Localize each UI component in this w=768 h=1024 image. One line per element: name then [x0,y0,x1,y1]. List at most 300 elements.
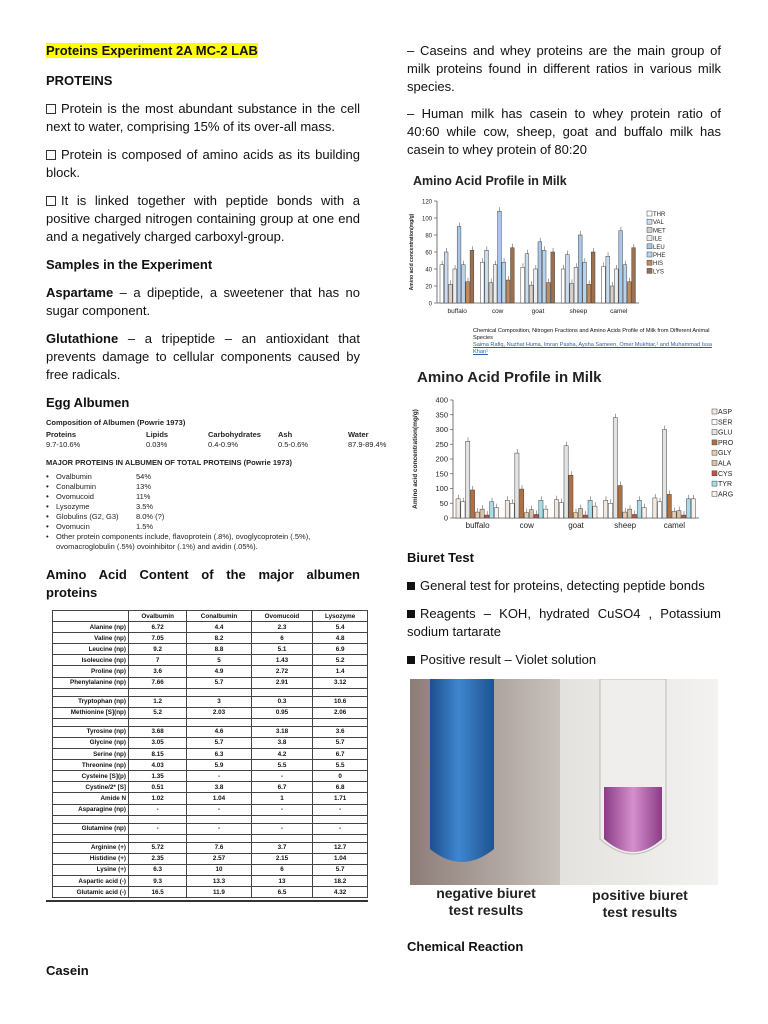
legend-swatch [712,471,717,476]
table-cell: 6.72 [129,622,187,633]
table-row [53,782,368,793]
legend-swatch [647,219,652,224]
bar-val [485,250,489,303]
table-cell: 8.2 [187,633,251,644]
bar-ile [493,265,497,303]
table-row [53,622,368,633]
table-cell: - [129,823,187,834]
table-cell: Serine (np) [53,749,129,760]
bar-ser [658,502,662,518]
legend-label: VAL [653,220,664,227]
legend-label: LYS [653,269,664,276]
chart-title: Amino Acid Profile in Milk [413,174,567,188]
checkbox-bullet-icon [46,104,56,114]
table-cell: - [129,804,187,815]
y-tick-label: 0 [443,513,448,523]
bar-val [566,255,570,303]
table-cell: Cystine/2* [S] [53,782,129,793]
table-cell [53,718,129,726]
bar-ser [608,503,612,518]
table-cell: - [187,771,251,782]
legend-swatch [712,419,717,424]
amino-acid-heading: Amino Acid Content of the major albumen proteins [46,567,360,600]
table-cell: 11.9 [187,887,251,898]
table-cell: 5.5 [313,760,368,771]
table-cell: 4.6 [187,726,251,737]
bar-gly [623,512,627,518]
list-item: • Ovomucoid 11% [46,492,151,501]
bar-ala [578,509,582,518]
bar-lys [632,248,636,303]
composition-header: Ash [278,430,293,439]
table-cell [251,718,313,726]
left-column [46,42,387,902]
table-cell: 5.2 [313,655,368,666]
albumen-composition-figure: Composition of Albumen (Powrie 1973) Proteins Lipids Carbohydrates Ash Water 9.7-10.6% 0.03% 0.4-0.9% 0.5-0.6% 87.9-89.4% MAJOR PROTEINS IN ALBUMEN OF TOTAL PROTEINS (Powrie 1973) • Ovalbumin 54% • Conalbumin 13% • Ovomucoid 11% • Lysozyme 3.5% • Globulins (G2, G3) 8.0% (?) • Ovomucin 1.5% • Other protein components include, flavoprotein (.8%), ovoglycoprotein (.5%), ovomacroglobulin (.5%) ovoinhibitor (.1%) and avidin (.05%). [46,418,360,552]
table-row [53,677,368,688]
table-cell: Leucine (np) [53,644,129,655]
legend-swatch [712,450,717,455]
biuret-test-photo [410,679,718,920]
composition-value: 0.5-0.6% [278,440,309,449]
table-row [53,633,368,644]
composition-header: Proteins [46,430,77,439]
bar-pro [470,490,474,518]
bar-glu [515,453,519,518]
egg-albumen-heading: Egg Albumen [46,395,130,410]
table-cell: 2.06 [313,707,368,718]
table-cell [313,718,368,726]
table-cell: 3 [187,696,251,707]
table-cell: 6.3 [129,864,187,875]
table-cell: - [187,804,251,815]
y-tick-label: 0 [428,301,432,308]
table-cell: - [251,823,313,834]
x-tick-label: cow [491,308,504,315]
table-cell: 6.8 [313,782,368,793]
table-cell: Valine (np) [53,633,129,644]
y-tick-label: 400 [435,395,448,405]
composition-header: Lipids [146,430,169,439]
bar-his [547,283,551,303]
table-cell: 10.6 [313,696,368,707]
table-row [53,760,368,771]
section-heading-proteins: PROTEINS [46,73,113,88]
major-proteins-list [46,472,360,532]
table-cell: 9.3 [129,875,187,886]
y-tick-label: 20 [425,284,432,291]
bar-thr [480,262,484,303]
bar-his [627,282,631,303]
legend-swatch [647,244,652,249]
y-tick-label: 50 [439,498,448,508]
table-cell: Aspartic acid (-) [53,875,129,886]
table-cell [313,815,368,823]
y-tick-label: 40 [425,267,432,274]
legend-swatch [647,227,652,232]
bar-phe [502,262,506,303]
table-header-cell: Ovalbumin [129,611,187,622]
bar-leu [457,227,461,304]
y-axis-label: Amino acid concentration(mg/g) [409,213,415,291]
bar-asp [505,500,509,518]
x-tick-label: buffalo [447,308,467,315]
table-cell: 5.1 [251,644,313,655]
bar-pro [569,475,573,518]
y-tick-label: 350 [435,410,448,420]
legend-label: ILE [653,236,663,243]
table-cell: Proline (np) [53,666,129,677]
table-row [53,655,368,666]
table-cell: Lysine (+) [53,864,129,875]
table-cell: Glutamine (np) [53,823,129,834]
bar-ile [453,269,457,303]
table-cell: 2.57 [187,853,251,864]
milk-chart-1 [407,171,721,336]
composition-value: 87.9-89.4% [348,440,387,449]
bar-thr [602,266,606,303]
table-header-cell: Ovomucoid [251,611,313,622]
legend-label: GLY [718,450,732,458]
x-tick-label: goat [531,308,545,315]
table-row [53,804,368,815]
table-cell: 3.8 [251,737,313,748]
table-cell: 3.12 [313,677,368,688]
bar-ile [615,269,619,303]
divider [46,900,368,902]
table-row [53,815,368,823]
x-tick-label: camel [610,308,628,315]
samples-heading: Samples in the Experiment [46,257,213,272]
legend-swatch [647,236,652,241]
bar-thr [561,269,565,303]
legend-swatch [712,461,717,466]
table-cell [187,718,251,726]
table-cell: 5.7 [313,864,368,875]
other-components-note: • Other protein components include, flavoprotein (.8%), ovoglycoprotein (.5%), ovomacroglobulin (.5%) ovoinhibitor (.1%) and avidin (.05%). [46,532,311,551]
legend-swatch [712,430,717,435]
chart-caption: Chemical Composition, Nitrogen Fractions and Amino Acids Profile of Milk from Different Animal Species Saima Rafiq, Nuzhat Huma, Imran Pasha, Aysha Sameen, Omer Mukhtar,¹ and Muhammad Issa Khan¹ [473,328,712,355]
x-tick-label: camel [663,521,686,530]
table-cell: 1.35 [129,771,187,782]
bar-lys [470,250,474,303]
table-cell: Tryptophan (np) [53,696,129,707]
legend-swatch [712,481,717,486]
legend-swatch [647,260,652,265]
table-cell: 7 [129,655,187,666]
bar-leu [538,242,542,303]
bar-leu [619,231,623,303]
milk-paragraph-2: – Human milk has casein to whey protein ratio of 40:60 while cow, sheep, goat and buffalo milk has casein to whey protein of 80:20 [407,106,721,157]
bullet-item: Protein is the most abundant substance in the cell next to water, comprising 15% of its over-all mass. [46,101,360,134]
bar-val [525,254,529,303]
table-cell: 13 [251,875,313,886]
bar-tyr [637,500,641,518]
table-cell: 4.8 [313,633,368,644]
table-header-row [53,611,368,622]
bar-cys [583,515,587,518]
legend-label: CYS [718,470,733,478]
table-cell [129,718,187,726]
table-cell: 1 [251,793,313,804]
milk-chart-1-svg [407,171,759,331]
table-cell: 3.6 [313,726,368,737]
table-cell: 1.43 [251,655,313,666]
table-cell [187,834,251,842]
bar-ser [510,503,514,518]
table-cell [251,834,313,842]
table-cell: Glycine (np) [53,737,129,748]
table-cell: 6.7 [313,749,368,760]
table-cell: 4.4 [187,622,251,633]
bar-lys [591,252,595,303]
table-cell: 13.3 [187,875,251,886]
y-tick-label: 120 [421,199,432,206]
table-cell: 5.9 [187,760,251,771]
table-cell: 7.6 [187,842,251,853]
table-cell: - [251,804,313,815]
table-row [53,864,368,875]
bar-his [466,282,470,303]
legend-label: ARG [718,491,734,499]
table-header-cell: Conalbumin [187,611,251,622]
x-tick-label: sheep [614,521,637,530]
bar-arg [593,506,597,518]
composition-value: 0.03% [146,440,168,449]
table-cell: 0.3 [251,696,313,707]
table-cell [53,834,129,842]
table-cell: 6.3 [187,749,251,760]
bar-arg [642,508,646,518]
bar-ala [480,509,484,518]
bar-leu [498,211,502,303]
list-item: • Globulins (G2, G3) 8.0% (?) [46,512,165,521]
table-cell: Cysteine [S](p) [53,771,129,782]
table-cell: - [313,823,368,834]
list-item: • Ovomucin 1.5% [46,522,154,531]
bar-lys [511,248,515,303]
document-title: Proteins Experiment 2A MC-2 LAB [46,43,258,58]
table-cell: - [187,823,251,834]
bar-gly [524,513,528,518]
bar-met [449,284,453,303]
bar-thr [440,265,444,303]
table-cell: 2.15 [251,853,313,864]
table-cell: 5.7 [313,737,368,748]
bar-tyr [686,499,690,518]
bar-tyr [490,502,494,518]
amino-acid-table [52,610,368,898]
table-cell: 1.2 [129,696,187,707]
table-cell: 10 [187,864,251,875]
table-cell: 2.35 [129,853,187,864]
bar-cys [682,515,686,518]
legend-label: THR [653,212,666,218]
table-cell: Threonine (np) [53,760,129,771]
table-row [53,688,368,696]
table-cell: Tyrosine (np) [53,726,129,737]
bar-ile [574,267,578,303]
table-cell: 4.03 [129,760,187,771]
bar-asp [456,499,460,518]
bar-met [570,283,574,303]
table-header-cell [53,611,129,622]
table-cell: 5.5 [251,760,313,771]
table-cell: 1.4 [313,666,368,677]
table-cell: 1.04 [313,853,368,864]
table-cell: 3.8 [187,782,251,793]
legend-label: MET [653,228,666,235]
bar-tyr [588,500,592,518]
bar-phe [583,262,587,303]
table-cell: Glutamic acid (-) [53,887,129,898]
table-cell: Histidine (+) [53,853,129,864]
table-cell: 1.02 [129,793,187,804]
table-cell: Amide N [53,793,129,804]
table-cell: Isoleucine (np) [53,655,129,666]
bar-asp [604,500,608,518]
table-cell [251,688,313,696]
table-row [53,749,368,760]
bar-val [606,256,610,303]
list-item: • Ovalbumin 54% [46,472,152,481]
table-cell: 2.72 [251,666,313,677]
y-tick-label: 80 [425,233,432,240]
bar-phe [623,265,627,303]
table-cell: Phenylalanine (np) [53,677,129,688]
bar-arg [691,499,695,518]
table-cell: 5 [187,655,251,666]
legend-swatch [712,409,717,414]
table-cell: Alanine (np) [53,622,129,633]
table-cell [129,834,187,842]
bar-leu [578,235,582,303]
table-cell: 3.05 [129,737,187,748]
square-bullet-icon [407,656,415,664]
bar-asp [653,498,657,518]
legend-label: ALA [718,460,732,468]
x-tick-label: sheep [569,308,588,315]
table-row [53,666,368,677]
biuret-point: Positive result – Violet solution [407,651,721,669]
legend-swatch [647,211,652,216]
table-cell: 6.5 [251,887,313,898]
bar-asp [554,500,558,518]
table-cell: 0 [313,771,368,782]
table-cell: 3.7 [251,842,313,853]
table-cell: 12.7 [313,842,368,853]
bar-pro [618,486,622,518]
legend-label: GLU [718,429,733,437]
table-cell: Methionine [S](np) [53,707,129,718]
table-cell [313,688,368,696]
bar-gly [672,512,676,518]
table-cell: 18.2 [313,875,368,886]
table-row [53,887,368,898]
bar-met [610,286,614,303]
bar-ser [461,502,465,518]
casein-heading: Casein [46,963,89,978]
square-bullet-icon [407,582,415,590]
table-row [53,644,368,655]
list-item: • Conalbumin 13% [46,482,152,491]
positive-result-label: positive biuret test results [592,887,688,920]
table-cell: 8.8 [187,644,251,655]
composition-value: 9.7-10.6% [46,440,81,449]
bar-pro [667,494,671,518]
milk-chart-2 [407,366,734,539]
legend-swatch [647,268,652,273]
y-tick-label: 200 [435,454,448,464]
bar-glu [613,418,617,518]
legend-swatch [712,491,717,496]
biuret-point: General test for proteins, detecting peptide bonds [407,577,721,595]
list-item: • Lysozyme 3.5% [46,502,154,511]
y-tick-label: 100 [435,484,448,493]
bar-glu [662,430,666,519]
bar-thr [521,267,525,303]
bar-ala [628,509,632,518]
table-cell: 2.3 [251,622,313,633]
table-cell: 16.5 [129,887,187,898]
bar-lys [551,252,555,303]
bar-cys [534,514,538,518]
composition-value: 0.4-0.9% [208,440,239,449]
bar-arg [544,509,548,518]
bar-met [529,285,533,303]
table-cell [251,815,313,823]
right-column [407,42,734,920]
bar-ser [559,503,563,518]
bar-ile [534,269,538,303]
y-tick-label: 60 [425,250,432,257]
table-cell [129,688,187,696]
bar-glu [564,446,568,518]
table-cell: 0.51 [129,782,187,793]
table-row [53,696,368,707]
x-tick-label: goat [568,521,584,530]
milk-chart-2-svg [407,366,747,534]
table-cell: Arginine (+) [53,842,129,853]
bar-ala [677,511,681,518]
biuret-heading: Biuret Test [407,550,474,565]
x-tick-label: cow [519,521,534,530]
table-cell: 2.91 [251,677,313,688]
table-cell: 7.66 [129,677,187,688]
bar-ala [529,510,533,518]
table-cell: 6 [251,633,313,644]
bullet-item: It is linked together with peptide bonds with a positive charged nitrogen containing group at one end and a negatively charged carboxyl-group. [46,193,360,244]
table-cell [187,815,251,823]
legend-label: PRO [718,439,734,447]
biuret-point: Reagents – KOH, hydrated CuSO4 , Potassium sodium tartarate [407,606,721,639]
aspartame-paragraph: Aspartame – a dipeptide, a sweetener that has no sugar component. [46,285,360,318]
milk-paragraph-1: – Caseins and whey proteins are the main group of milk proteins found in different ratios in various milk species. [407,43,721,94]
table-row [53,834,368,842]
table-row [53,842,368,853]
bar-gly [574,513,578,518]
table-cell: 1.71 [313,793,368,804]
table-cell: - [313,804,368,815]
table-row [53,771,368,782]
bar-cys [632,514,636,518]
bar-gly [475,512,479,518]
table-row [53,875,368,886]
y-tick-label: 150 [435,469,448,479]
table-cell [313,834,368,842]
legend-swatch [712,440,717,445]
legend-label: TYR [718,481,732,489]
